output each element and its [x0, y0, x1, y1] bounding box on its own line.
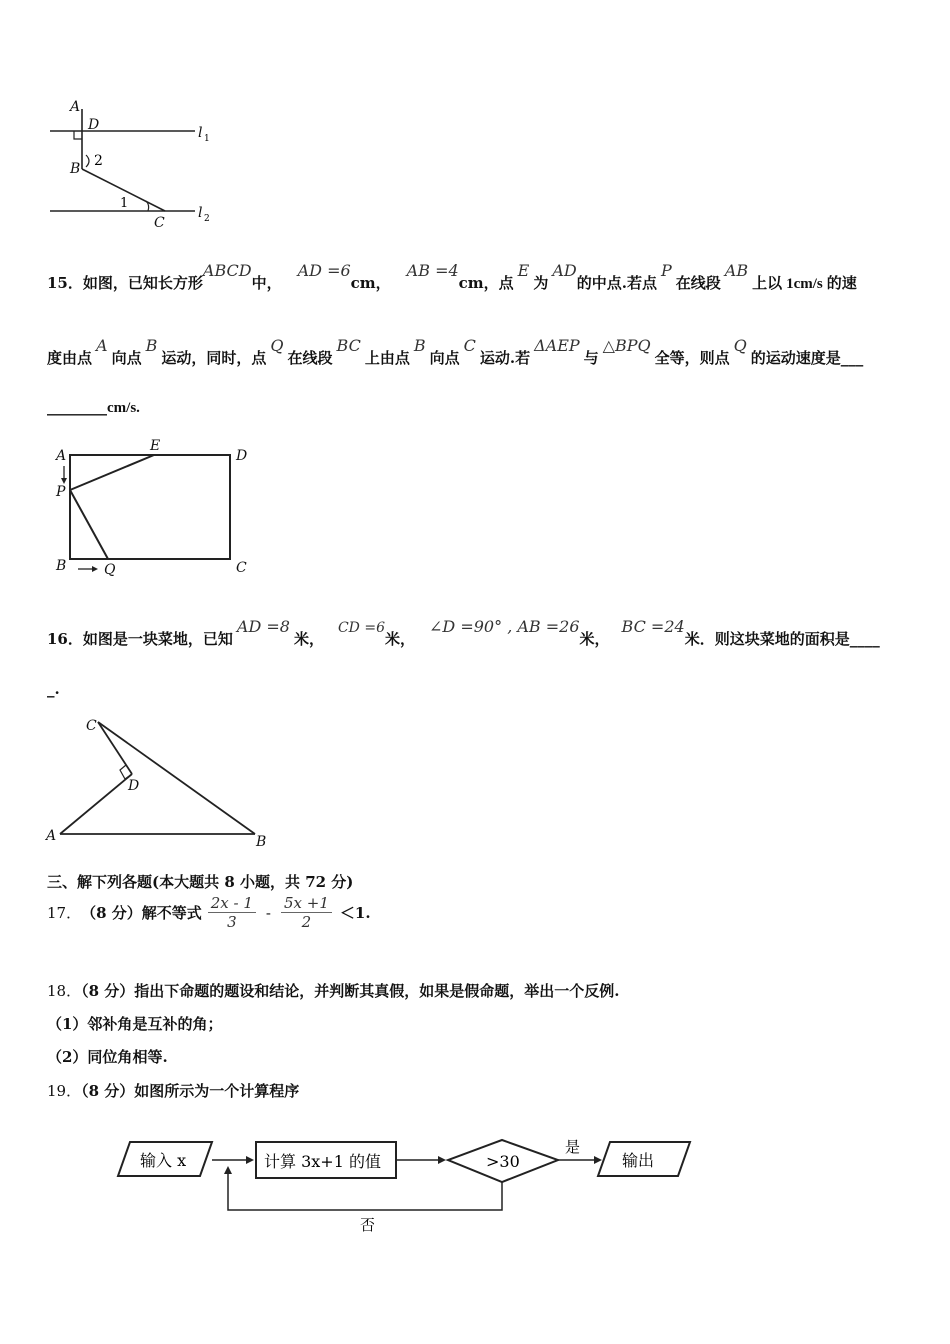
q15-text-4: cm，点 — [458, 274, 514, 292]
q15-number: 15． — [47, 274, 83, 292]
q15-math-ad2: AD — [552, 261, 577, 280]
q19-line1 — [47, 1080, 299, 1101]
q15-text-7: 在线段 — [675, 274, 721, 292]
q18-item-1: （1）邻补角是互补的角； — [47, 1015, 223, 1033]
label-p: P — [56, 484, 66, 500]
q15-l2-math-b2: B — [413, 336, 426, 355]
figure-vegetable-plot — [40, 712, 280, 852]
q19-text: （8 分）如图所示为一个计算程序 — [81, 1082, 300, 1100]
q18-line1 — [47, 980, 619, 1001]
q15-text-6: 的中点.若点 — [576, 274, 657, 292]
flow-input-label: 输入 x — [140, 1151, 187, 1170]
q15-l2-text-6: 向点 — [429, 349, 460, 367]
segment-cd — [98, 722, 132, 774]
q16-line1 — [47, 617, 880, 649]
q18-item-2: （2）同位角相等. — [47, 1048, 168, 1066]
label-d: D — [88, 117, 100, 133]
label-a: A — [46, 828, 57, 844]
q16-text-1: 如图是一块菜地，已知 — [82, 630, 233, 648]
q16-math-angle: ∠D =90° , AB =26 — [429, 617, 580, 636]
q15-l2-text-1: 度由点 — [47, 349, 93, 367]
segment-pe — [70, 455, 154, 490]
q15-l2-text-8: 与 — [583, 349, 599, 367]
flowchart — [110, 1130, 700, 1240]
q16-text-2: 米， — [293, 630, 324, 648]
q16-number: 16． — [47, 630, 83, 648]
q15-unit: cm/s. — [107, 400, 140, 416]
q15-text-2: 中， — [251, 274, 282, 292]
label-c: C — [86, 718, 97, 734]
q17-line — [47, 894, 371, 931]
flow-no-label: 否 — [360, 1216, 376, 1234]
q15-l2-math-q: Q — [270, 336, 284, 355]
q15-text-3: cm， — [350, 274, 391, 292]
label-q: Q — [104, 562, 116, 578]
q19-number: 19． — [47, 1082, 82, 1100]
label-b: B — [256, 834, 267, 850]
q15-l2-text-7: 运动.若 — [479, 349, 531, 367]
arrow-right-head — [92, 566, 98, 572]
label-l1-sub: 1 — [204, 134, 210, 144]
q17-frac2-denominator: 2 — [301, 913, 312, 931]
segment-bc — [98, 722, 255, 834]
label-a: A — [56, 448, 67, 464]
q16-math-ad: AD =8 — [236, 617, 290, 636]
q15-answer-blank-1: ___ — [840, 349, 864, 367]
q17-frac1-numerator: 2x - 1 — [208, 894, 256, 913]
q17-minus: - — [265, 903, 271, 922]
flow-arrow-no — [228, 1170, 502, 1210]
label-c: C — [154, 215, 165, 231]
q15-text-8c: 的速 — [826, 274, 857, 292]
label-b: B — [70, 161, 81, 177]
q16-text-3: 米， — [385, 630, 416, 648]
q17-frac1-denominator: 3 — [227, 913, 237, 931]
q15-l2-math-a: A — [96, 336, 108, 355]
q15-l2-text-3: 运动，同时，点 — [161, 349, 267, 367]
right-angle-mark — [74, 131, 82, 139]
q16-text-5: 米．则这块菜地的面积是 — [684, 630, 850, 648]
q15-math-abcd: ABCD — [202, 261, 252, 280]
label-d: D — [236, 448, 248, 464]
q15-l2-text-2: 向点 — [111, 349, 142, 367]
flow-yes-label: 是 — [565, 1138, 581, 1156]
q15-l2-text-9: 全等，则点 — [654, 349, 730, 367]
label-a: A — [70, 99, 81, 115]
label-b: B — [56, 558, 67, 574]
q18-number: 18． — [47, 982, 82, 1000]
segment-pq — [70, 490, 108, 559]
q15-l2-math-bpq: △BPQ — [602, 336, 651, 355]
q16-answer-blank: ____ — [849, 630, 880, 648]
q15-l2-math-b: B — [145, 336, 158, 355]
figure-parallel-lines — [40, 95, 220, 235]
flow-arrow-1-head — [246, 1156, 254, 1164]
label-l2: l — [198, 205, 203, 221]
q15-math-ab2: AB — [724, 261, 749, 280]
q15-math-e: E — [517, 261, 530, 280]
label-angle-1: 1 — [120, 196, 129, 211]
q16-math-bc: BC =24 — [621, 617, 685, 636]
segment-da — [60, 774, 132, 834]
q15-l2-math-aep: ΔAEP — [534, 336, 580, 355]
q16-line2: _. — [47, 680, 60, 698]
q15-l2-math-q2: Q — [733, 336, 747, 355]
q15-line1 — [47, 261, 857, 293]
q16-text-4: 米， — [579, 630, 610, 648]
rect-abcd — [70, 455, 230, 559]
q18-text: （8 分）指出下命题的题设和结论，并判断其真假，如果是假命题，举出一个反例. — [81, 982, 620, 1000]
label-angle-2: 2 — [94, 153, 103, 169]
q15-line2 — [47, 336, 864, 368]
q15-speed: 1cm/s — [786, 276, 823, 292]
label-d: D — [128, 778, 140, 794]
q15-text-1: 如图，已知长方形 — [82, 274, 203, 292]
q15-l2-math-c: C — [463, 336, 476, 355]
q15-math-ad: AD =6 — [297, 261, 351, 280]
q15-l2-math-bc: BC — [336, 336, 361, 355]
q15-l2-text-5: 上由点 — [364, 349, 410, 367]
flow-decision-label: >30 — [486, 1152, 520, 1171]
q17-frac2-numerator: 5x +1 — [281, 894, 332, 913]
flow-output-label: 输出 — [622, 1151, 655, 1170]
q15-answer-blank-2: ________ — [47, 398, 107, 416]
q15-text-8: 上以 — [752, 274, 783, 292]
q17-number: 17． — [47, 904, 82, 922]
q15-math-ab: AB =4 — [406, 261, 459, 280]
flow-arrow-no-head — [224, 1166, 232, 1174]
flow-arrow-yes-head — [594, 1156, 602, 1164]
section-heading: 三、解下列各题(本大题共 8 小题，共 72 分) — [47, 873, 354, 891]
label-l2-sub: 2 — [204, 214, 210, 224]
label-c: C — [236, 560, 247, 576]
q17-fraction-2 — [281, 894, 332, 931]
figure-rectangle — [48, 438, 268, 583]
q17-fraction-1 — [208, 894, 256, 931]
flow-arrow-2-head — [438, 1156, 446, 1164]
q15-math-p: P — [661, 261, 672, 280]
q15-l2-text-4: 在线段 — [287, 349, 333, 367]
q16-math-cd: CD =6 — [337, 620, 385, 636]
q15-text-5: 为 — [533, 274, 549, 292]
angle-2-arc — [86, 155, 89, 167]
label-l1: l — [198, 125, 203, 141]
q17-text: （8 分）解不等式 — [81, 904, 202, 922]
q17-tail: ＜1. — [339, 904, 371, 922]
q15-l2-text-10: 的运动速度是 — [750, 349, 841, 367]
flow-compute-label: 计算 3x+1 的值 — [264, 1152, 381, 1171]
label-e: E — [150, 438, 161, 454]
q15-line3 — [47, 398, 140, 417]
